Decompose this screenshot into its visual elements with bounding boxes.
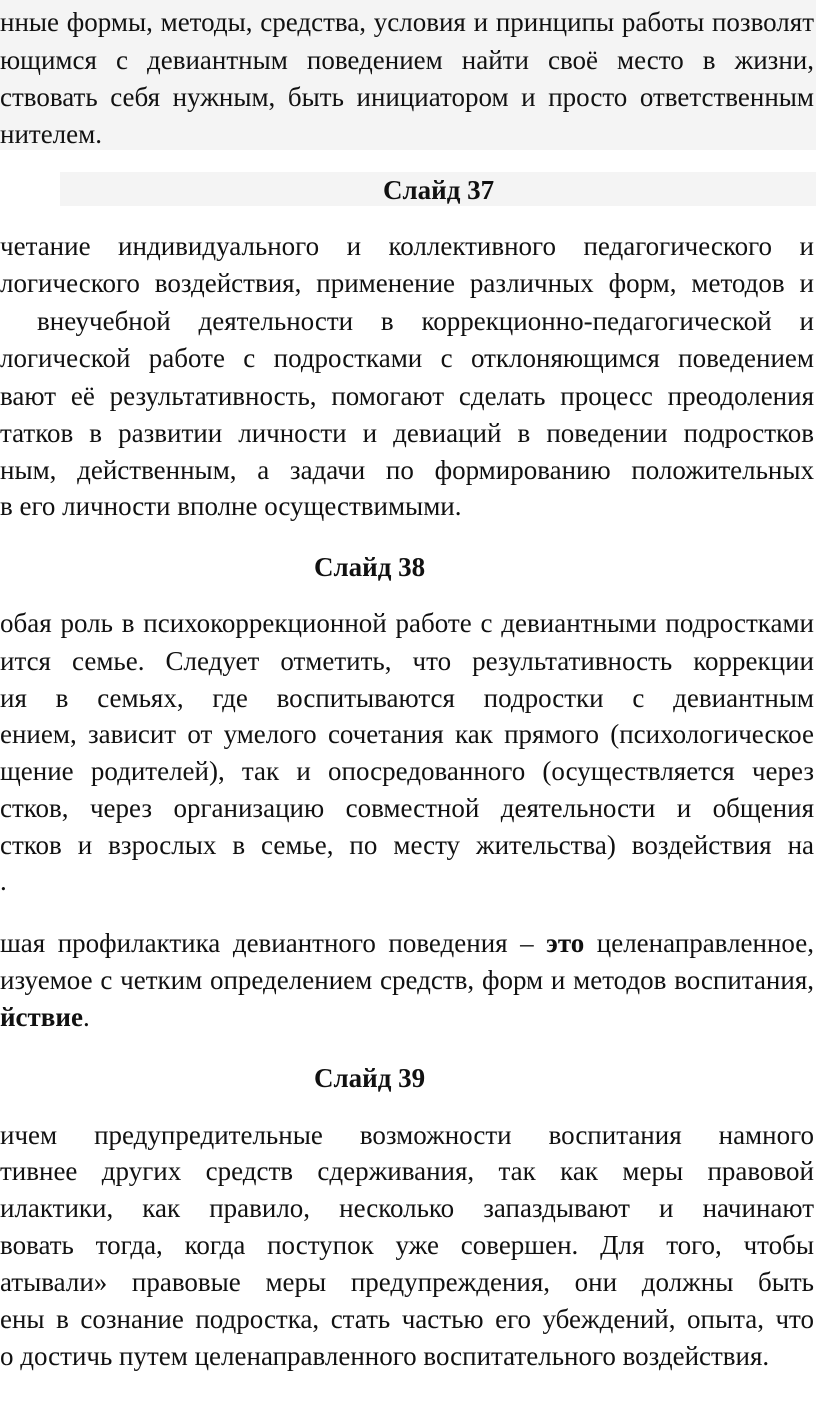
text-line: нителем. [0, 119, 102, 149]
text-fragment: шая профилактика девиантного поведения – [0, 928, 547, 958]
text-line: стков, через организацию совместной деятельности и общения [0, 793, 814, 823]
text-line: нные формы, методы, средства, условия и принципы работы позволят [0, 7, 814, 37]
text-line: в его личности вполне осуществимыми. [0, 491, 462, 521]
text-line: щение родителей), так и опосредованного (осуществляется через [0, 756, 814, 786]
text-fragment: . [82, 1002, 90, 1032]
text-line: логического воздействия, применение различных форм, методов и [0, 268, 814, 298]
slide-37-heading: Слайд 37 [383, 175, 495, 205]
text-line: ением, зависит от умелого сочетания как прямого (психологическое [0, 719, 814, 749]
slide-39-heading: Слайд 39 [314, 1063, 426, 1093]
text-line: о достичь путем целенаправленного воспитательного воздействия. [0, 1341, 770, 1371]
slide-38-heading: Слайд 38 [314, 552, 426, 582]
text-fragment: целенаправленное, [584, 928, 814, 958]
bold-term: это [546, 928, 585, 958]
text-line: обая роль в психокоррекционной работе с девиантными подростками [0, 608, 814, 638]
text-line [0, 999, 90, 1035]
text-line: вовать тогда, когда поступок уже совершен. Для того, чтобы [0, 1230, 814, 1260]
text-line: татков в развитии личности и девиаций в поведении подростков [0, 418, 814, 448]
text-line: ным, действенным, а задачи по формированию положительных [0, 455, 814, 485]
text-line: ющимся с девиантным поведением найти своё место в жизни, [0, 45, 814, 75]
text-line: ены в сознание подростка, стать частью его убеждений, опыта, что [0, 1304, 814, 1334]
text-line: изуемое с четким определением средств, форм и методов воспитания, [0, 965, 814, 995]
text-line: ия в семьях, где воспитываются подростки с девиантным [0, 683, 814, 713]
text-line [0, 925, 814, 961]
text-line: илактики, как правило, несколько запаздывают и начинают [0, 1193, 814, 1223]
text-line: ичем предупредительные возможности воспитания намного [0, 1120, 814, 1150]
text-line: . [0, 866, 7, 896]
text-line: четание индивидуального и коллективного педагогического и [0, 231, 814, 261]
text-line: стков и взрослых в семье, по месту жительства) воздействия на [0, 830, 814, 860]
text-line: вают её результативность, помогают сделать процесс преодоления [0, 381, 814, 411]
text-line: атывали» правовые меры предупреждения, они должны быть [0, 1267, 814, 1297]
bold-term: йствие [0, 1002, 83, 1032]
text-line: ится семье. Следует отметить, что результативность коррекции [0, 646, 814, 676]
text-line: тивнее других средств сдерживания, так как меры правовой [0, 1156, 814, 1186]
text-line: внеучебной деятельности в коррекционно-педагогической и [37, 306, 814, 336]
text-line: ствовать себя нужным, быть инициатором и просто ответственным [0, 82, 814, 112]
text-line: логической работе с подростками с отклоняющимся поведением [0, 343, 814, 373]
